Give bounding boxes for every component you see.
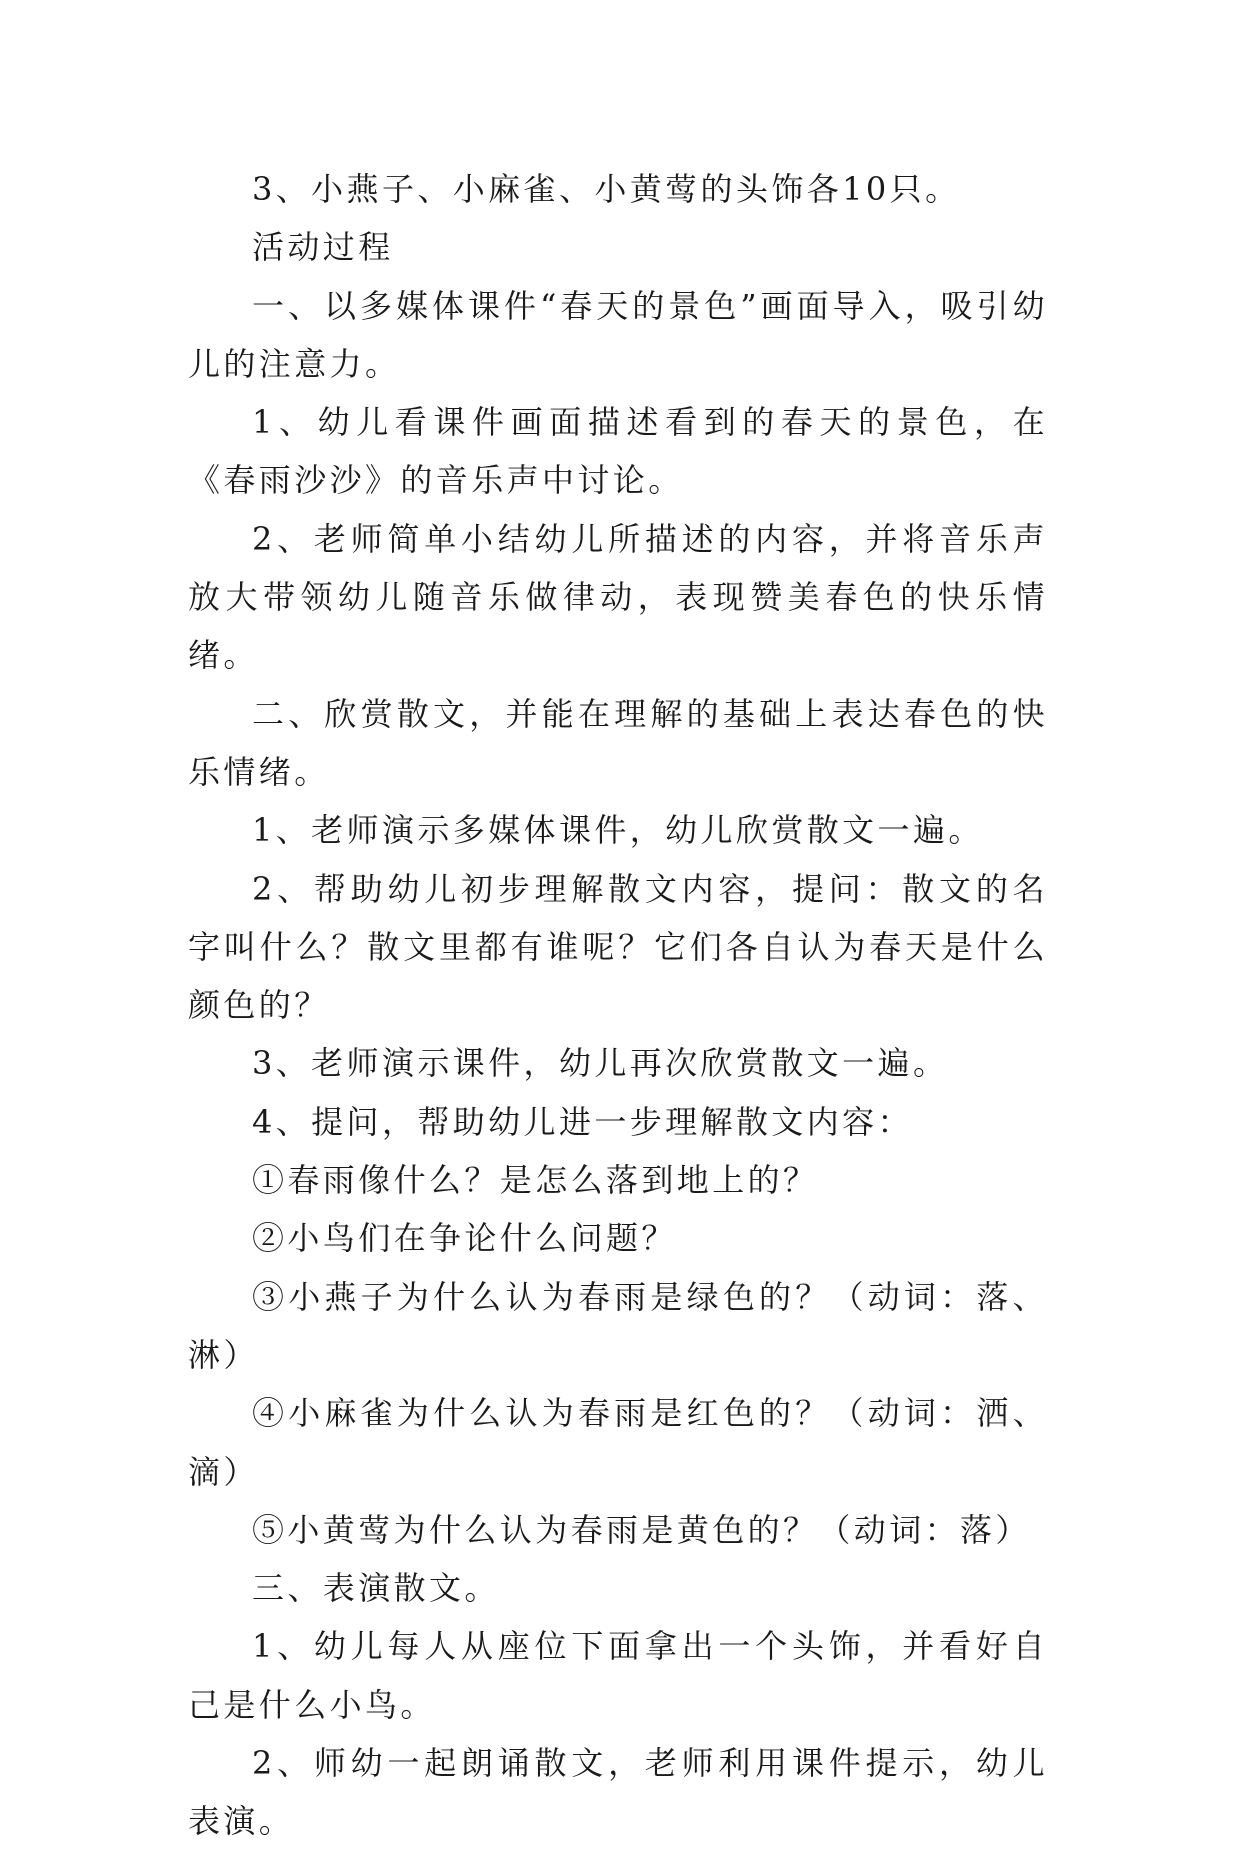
step-two-item-3: 3、老师演示课件，幼儿再次欣赏散文一遍。 (252, 1044, 949, 1083)
step-one-item-1: 1、幼儿看课件画面描述看到的春天的景色，在《春雨沙沙》的音乐声中讨论。 (188, 403, 1048, 500)
question-3: ③小燕子为什么认为春雨是绿色的？（动词：落、淋） (188, 1277, 1048, 1374)
section-heading-activity-process: 活动过程 (252, 228, 394, 267)
step-three-heading: 三、表演散文。 (252, 1569, 500, 1608)
step-three-item-1: 1、幼儿每人从座位下面拿出一个头饰，并看好自己是什么小鸟。 (188, 1627, 1048, 1724)
question-1: ①春雨像什么？是怎么落到地上的？ (252, 1161, 819, 1200)
step-two-item-4: 4、提问，帮助幼儿进一步理解散文内容： (252, 1102, 913, 1141)
step-two-item-1: 1、老师演示多媒体课件，幼儿欣赏散文一遍。 (252, 811, 984, 850)
step-three-item-2: 2、师幼一起朗诵散文，老师利用课件提示，幼儿表演。 (188, 1744, 1048, 1841)
step-two-item-2: 2、帮助幼儿初步理解散文内容，提问：散文的名字叫什么？散文里都有谁呢？它们各自认为春天是什么颜色的？ (188, 869, 1048, 1025)
question-4: ④小麻雀为什么认为春雨是红色的？（动词：洒、滴） (188, 1394, 1048, 1491)
document-body (188, 160, 1048, 1851)
step-one-item-2: 2、老师简单小结幼儿所描述的内容，并将音乐声放大带领幼儿随音乐做律动，表现赞美春色的快乐情绪。 (188, 519, 1048, 675)
step-one-heading: 一、以多媒体课件“春天的景色”画面导入，吸引幼儿的注意力。 (188, 286, 1048, 383)
question-5: ⑤小黄莺为什么认为春雨是黄色的？（动词：落） (252, 1510, 1031, 1549)
step-two-heading: 二、欣赏散文，并能在理解的基础上表达春色的快乐情绪。 (188, 694, 1048, 791)
materials-item-3: 3、小燕子、小麻雀、小黄莺的头饰各10只。 (252, 170, 961, 208)
question-2: ②小鸟们在争论什么问题？ (252, 1219, 677, 1258)
